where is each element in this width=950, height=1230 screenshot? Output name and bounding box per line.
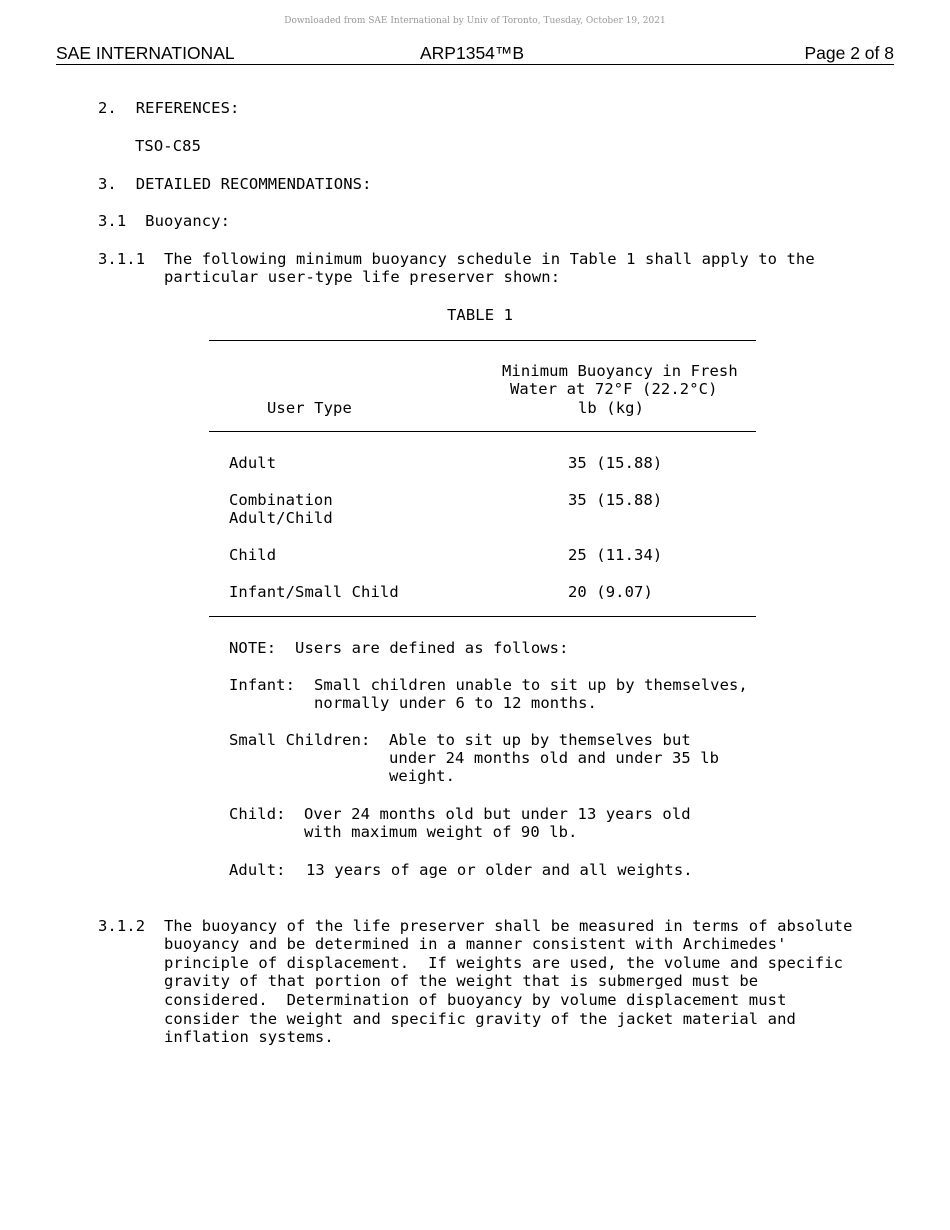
column-header-buoyancy-line-2: Water at 72°F (22.2°C) bbox=[510, 380, 718, 398]
references-heading: 2. REFERENCES: bbox=[98, 99, 240, 117]
buoyancy-heading: 3.1 Buoyancy: bbox=[98, 212, 231, 230]
table-top-rule bbox=[209, 340, 756, 341]
note-intro: NOTE: Users are defined as follows: bbox=[229, 639, 569, 657]
table-row-infant-type: Infant/Small Child bbox=[229, 583, 399, 601]
section-3-1-1-line-2: particular user-type life preserver shown: bbox=[164, 268, 561, 286]
table-row-combination-type-line-1: Combination bbox=[229, 491, 333, 509]
reference-item: TSO-C85 bbox=[135, 137, 202, 155]
table-row-infant-value: 20 (9.07) bbox=[568, 583, 653, 601]
table-header-rule bbox=[209, 431, 756, 432]
note-infant-line-2: normally under 6 to 12 months. bbox=[314, 694, 597, 712]
note-small-children-line-2: under 24 months old and under 35 lb bbox=[389, 749, 720, 767]
page-header bbox=[56, 43, 894, 65]
note-child-line-1: Over 24 months old but under 13 years old bbox=[304, 805, 691, 823]
note-child-line-2: with maximum weight of 90 lb. bbox=[304, 823, 578, 841]
note-infant-line-1: Small children unable to sit up by themselves, bbox=[314, 676, 748, 694]
section-3-1-2-line: The buoyancy of the life preserver shall be measured in terms of absolute bbox=[164, 917, 853, 935]
header-document-number: ARP1354™B bbox=[420, 43, 525, 63]
note-adult-label: Adult: bbox=[229, 861, 286, 879]
section-3-1-2-line: buoyancy and be determined in a manner consistent with Archimedes' bbox=[164, 935, 787, 953]
column-header-user-type: User Type bbox=[267, 399, 352, 417]
header-organization: SAE INTERNATIONAL bbox=[56, 43, 235, 63]
note-infant-label: Infant: bbox=[229, 676, 296, 694]
note-child-label: Child: bbox=[229, 805, 286, 823]
column-header-buoyancy-line-1: Minimum Buoyancy in Fresh bbox=[502, 362, 738, 380]
section-3-1-1-number: 3.1.1 bbox=[98, 250, 146, 268]
table-row-combination-value: 35 (15.88) bbox=[568, 491, 663, 509]
note-small-children-line-3: weight. bbox=[389, 767, 456, 785]
column-header-buoyancy-line-3: lb (kg) bbox=[578, 399, 645, 417]
table-row-child-type: Child bbox=[229, 546, 277, 564]
download-notice: Downloaded from SAE International by Univ of Toronto, Tuesday, October 19, 2021 bbox=[284, 16, 666, 26]
table-row-adult-type: Adult bbox=[229, 454, 277, 472]
section-3-1-2-line: consider the weight and specific gravity of the jacket material and bbox=[164, 1010, 796, 1028]
note-small-children-line-1: Able to sit up by themselves but bbox=[389, 731, 691, 749]
section-3-1-2-number: 3.1.2 bbox=[98, 917, 146, 935]
table-row-combination-type-line-2: Adult/Child bbox=[229, 509, 333, 527]
header-page-number: Page 2 of 8 bbox=[804, 43, 894, 63]
note-small-children-label: Small Children: bbox=[229, 731, 371, 749]
section-3-1-2-line: principle of displacement. If weights are used, the volume and specific bbox=[164, 954, 844, 972]
recommendations-heading: 3. DETAILED RECOMMENDATIONS: bbox=[98, 175, 372, 193]
section-3-1-1-line-1: The following minimum buoyancy schedule in Table 1 shall apply to the bbox=[164, 250, 815, 268]
table-bottom-rule bbox=[209, 616, 756, 617]
section-3-1-2-line: gravity of that portion of the weight that is submerged must be bbox=[164, 972, 759, 990]
section-3-1-2-line: considered. Determination of buoyancy by volume displacement must bbox=[164, 991, 787, 1009]
table-row-child-value: 25 (11.34) bbox=[568, 546, 663, 564]
table-caption: TABLE 1 bbox=[447, 306, 514, 324]
table-row-adult-value: 35 (15.88) bbox=[568, 454, 663, 472]
section-3-1-2-line: inflation systems. bbox=[164, 1028, 334, 1046]
note-adult-line-1: 13 years of age or older and all weights. bbox=[306, 861, 693, 879]
